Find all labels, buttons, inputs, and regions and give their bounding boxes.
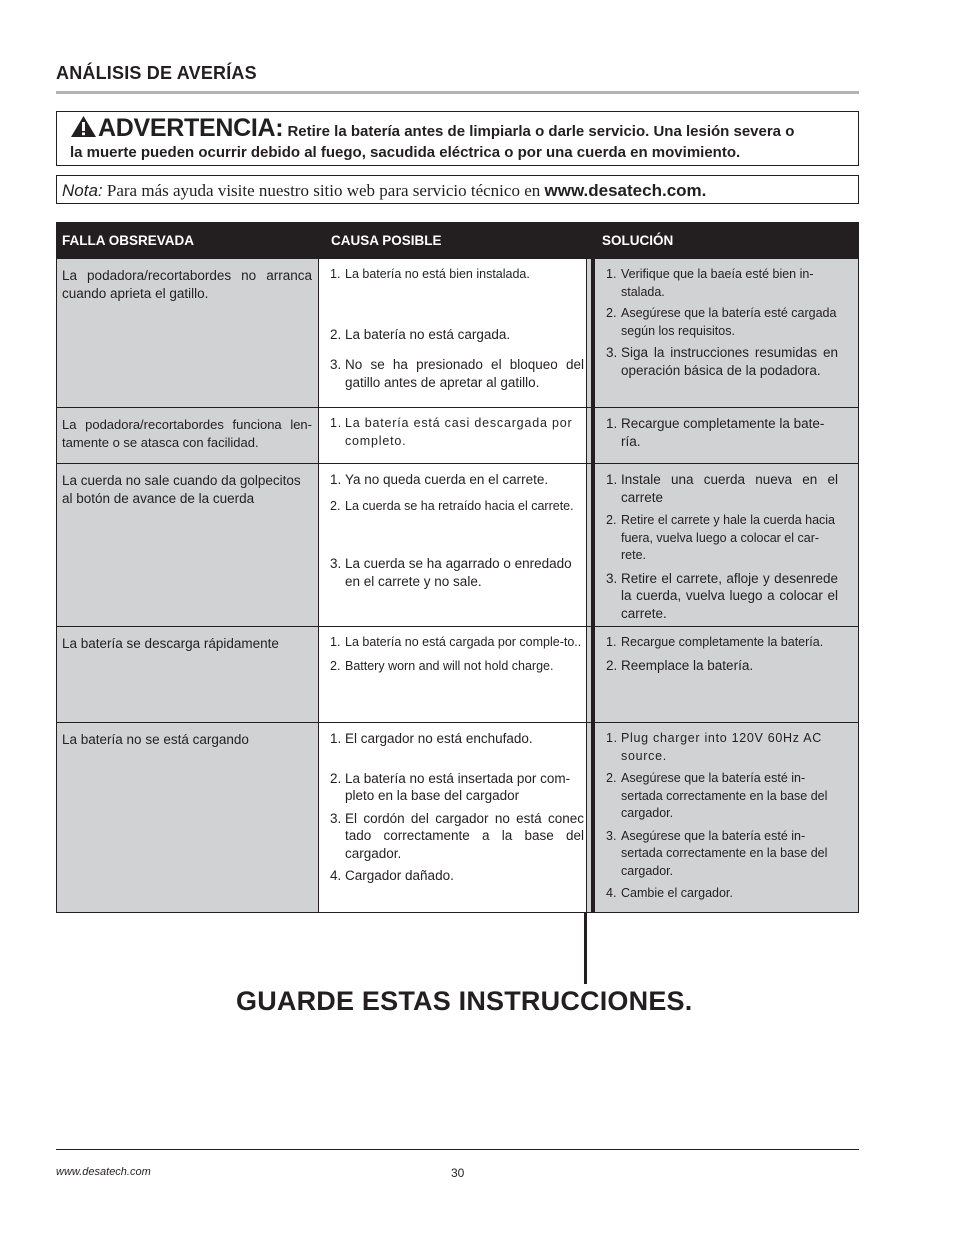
list-item: 3. Asegúrese que la batería esté in-sertada correctamente en la base del cargador. [606, 828, 828, 878]
page-number: 30 [451, 1166, 465, 1180]
troubleshooting-table [56, 222, 859, 913]
list-item: 1. La batería está casi descargada por completo. [330, 416, 573, 448]
list-item: 2. La batería no está cargada. [330, 326, 511, 342]
list-item: 1. La batería no está bien instalada. [330, 267, 530, 281]
website-link[interactable]: www.desatech.com. [544, 181, 707, 200]
list-item: 1. Recargue completamente la bate-ría. [606, 416, 825, 449]
list-item: 1. Verifique que la baeía esté bien in-stalada. [606, 267, 814, 299]
cause-cell [319, 259, 587, 407]
note-box [56, 175, 859, 204]
list-item: 2. La batería no está insertada por com-pleto en la base del cargador [330, 770, 571, 803]
warning-triangle-icon [70, 115, 97, 143]
cause-cell [319, 464, 587, 626]
list-item: 4. Cargador dañado. [330, 868, 454, 883]
list-item: 4. Cambie el cargador. [606, 886, 733, 900]
list-item: 1. El cargador no está enchufado. [330, 731, 533, 746]
footer-title: GUARDE ESTAS INSTRUCCIONES. [236, 986, 693, 1016]
list-item: 2. Asegúrese que la batería esté in-sertada correctamente en la base del cargador. [606, 771, 828, 820]
list-item: 1. Recargue completamente la batería. [606, 635, 824, 649]
fault-cell: La podadora/recortabordes no arranca cuando aprieta el gatillo. [57, 259, 319, 407]
cause-cell [319, 408, 587, 463]
list-item: 3. El cordón del cargador no está conec tado correctamente a la base del cargador. [330, 810, 584, 861]
list-item: 2. Retire el carrete y hale la cuerda hacia fuera, vuelva luego a colocar el car-rete. [606, 513, 836, 562]
list-item: 3. Retire el carrete, afloje y desenrede la cuerda, vuelva luego a colocar el carrete. [606, 570, 838, 621]
footer-website[interactable]: www.desatech.com [56, 1166, 151, 1178]
cause-cell [319, 627, 587, 722]
list-item: 1. Ya no queda cuerda en el carrete. [330, 472, 549, 487]
list-item: 2. Battery worn and will not hold charge. [330, 658, 554, 673]
solution-cell [591, 259, 858, 407]
table-row [56, 258, 859, 408]
header-cause: CAUSA POSIBLE [331, 233, 442, 248]
list-item: 1. Instale una cuerda nueva en el carrete [606, 472, 838, 505]
table-header [56, 222, 859, 258]
header-fault: FALLA OBSREVADA [62, 233, 195, 248]
solution-cell [591, 408, 858, 463]
header-solution: SOLUCIÓN [602, 233, 674, 248]
fault-cell: La batería no se está cargando [57, 723, 319, 912]
fault-cell: La batería se descarga rápidamente [57, 627, 319, 722]
warning-box [56, 111, 859, 166]
table-row [56, 408, 859, 464]
list-item: 2. Reemplace la batería. [606, 657, 754, 673]
list-item: 1. La batería no está cargada por comple-to.. [330, 635, 582, 649]
list-item: 2. Asegúrese que la batería esté cargada según los requisitos. [606, 306, 837, 338]
list-item: 2. La cuerda se ha retraído hacia el carrete. [330, 498, 574, 513]
list-item: 3. No se ha presionado el bloqueo del gatillo antes de apretar al gatillo. [330, 357, 584, 390]
table-row [56, 464, 859, 627]
vertical-rule [584, 912, 587, 984]
solution-cell [591, 723, 858, 912]
list-item: 1. Plug charger into 120V 60Hz AC source. [606, 731, 822, 763]
warning-text-line1: Retire la batería antes de limpiarla o darle servicio. Una lesión severa o [287, 123, 795, 140]
footer-divider [56, 1149, 859, 1150]
warning-word: ADVERTENCIA: [98, 114, 284, 142]
section-title: ANÁLISIS DE AVERÍAS [56, 63, 257, 83]
fault-cell: La cuerda no sale cuando da golpecitos al botón de avance de la cuerda [57, 464, 319, 626]
fault-cell: La podadora/recortabordes funciona len-tamente o se atasca con facilidad. [57, 408, 319, 463]
warning-text-line2: la muerte pueden ocurrir debido al fuego, sacudida eléctrica o por una cuerda en movimiento. [70, 144, 741, 161]
table-row [56, 627, 859, 723]
solution-cell [591, 627, 858, 722]
title-divider [56, 91, 859, 94]
note-text: Para más ayuda visite nuestro sitio web para servicio técnico en [106, 181, 541, 200]
list-item: 3. La cuerda se ha agarrado o enredado en el carrete y no sale. [330, 556, 572, 589]
table-row [56, 723, 859, 913]
list-item: 3. Siga la instrucciones resumidas en operación básica de la podadora. [606, 345, 838, 378]
cause-cell [319, 723, 587, 912]
solution-cell [591, 464, 858, 626]
note-label: Nota: [62, 181, 103, 200]
